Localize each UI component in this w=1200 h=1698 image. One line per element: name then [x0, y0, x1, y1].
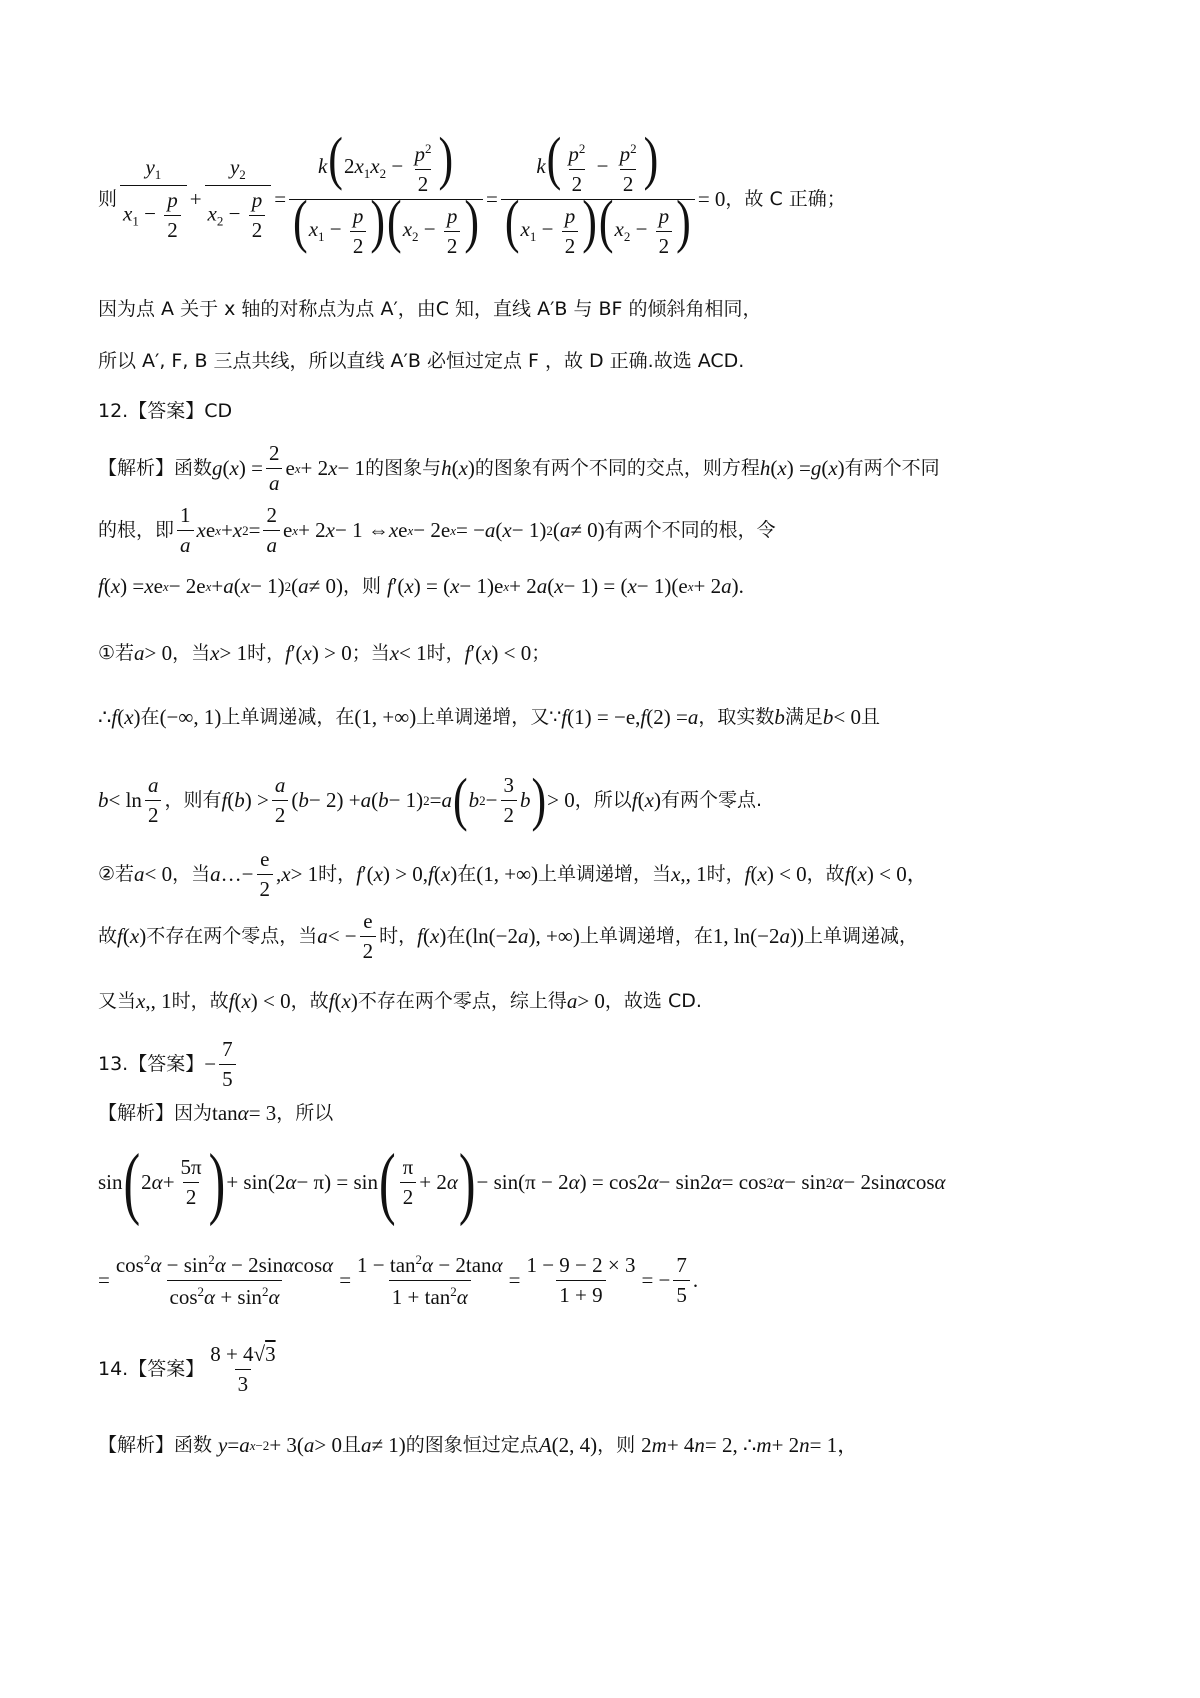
q12-line-3: f ( x ) = x e x − 2e x + a ( x − 1) 2 ( a ≠ 0) ，则 f ′( x ) = ( x − 1)e x + 2 a ( x − 1) = ( x − 1)(e x + 2 a ).: [98, 574, 744, 598]
text: 13.【答案】: [98, 1052, 205, 1075]
text: ，所以: [574, 788, 632, 811]
text: 上单调递增，在: [579, 924, 713, 947]
text: ；: [531, 642, 551, 664]
text: 14.【答案】: [98, 1357, 205, 1380]
text: 时，: [379, 924, 418, 947]
text: 且: [860, 706, 880, 728]
q13-line-1: 【解析】因为 tan α = 3 ，所以: [98, 1101, 334, 1125]
text: ，取实数: [698, 706, 775, 728]
text: 【解析】因为: [98, 1102, 213, 1124]
text: 【解析】函数: [98, 456, 213, 479]
text: ，则: [597, 1434, 636, 1456]
text: 的图象有两个不同的交点，则方程: [474, 456, 760, 479]
text-line-2: 因为点 A 关于 x 轴的对称点为点 A′，由C 知，直线 A′B 与 BF 的倾斜角相同，: [98, 298, 762, 320]
text: ①若: [98, 642, 135, 664]
text: ，所以: [276, 1102, 334, 1124]
text: 时，: [426, 642, 465, 664]
formula-line-1: 则 $y_1$ $x_1$ − $\frac{p}{2}$ + $y_2$ $x_2$ − $\frac{p}{2}$ = $k(2x_1x_2$ − $\frac{p^2}{2}$ ) ($x_1$ − $\frac{p}{2}$ )($x_2$ − $\frac{p}{2}$ ) = k( $\frac{p^2}{2}$ − $\frac{p^2}{2}$ ) ($x_1$ − $\frac{p}{2}$ )($x_2$ − $\frac{p}{2}$ ) = 0 ，故 C 正确；: [98, 125, 846, 258]
text: 时，: [247, 642, 286, 664]
text: 又当: [98, 990, 137, 1012]
text: 有两个不同: [844, 456, 940, 479]
text: 时，故: [171, 990, 229, 1012]
text: ②若: [98, 862, 135, 885]
text: ，故选 CD.: [604, 990, 702, 1012]
text: 上单调递减，在: [221, 706, 355, 728]
text: ，故 C 正确；: [725, 187, 846, 210]
text: 上单调递减，: [804, 924, 919, 947]
text: ，当: [172, 642, 211, 664]
fraction: $y_2$ $x_2$ − $\frac{p}{2}$: [205, 157, 272, 241]
text: 有两个零点.: [660, 788, 762, 811]
q12-case2-line-3: 又当 x ,, 1 时，故 f ( x ) < 0 ，故 f ( x ) 不存在两个零点，综上得 a > 0 ，故选 CD.: [98, 989, 702, 1013]
q13-line-2: sin ( 2 α + $\frac{5\pi}{2}$ ) + sin(2 α − π) = sin ( $\frac{\pi}{2}$ + 2 α ) − sin(π − 2 α ) = cos2 α − sin2 α = cos 2 α − sin 2 α − 2sin α cos α: [98, 1137, 946, 1227]
text: 不存在两个零点，当: [146, 924, 318, 947]
text: 时，: [318, 862, 357, 885]
text: 有两个不同的根，令: [604, 518, 776, 541]
q12-case2-line-1: ②若 a < 0 ，当 a …− $\frac{e}{2}$ , x > 1 时， f ′( x ) > 0, f ( x ) 在 (1, +∞) 上单调递增，当 x ,, 1 时， f ( x ) < 0 ，故 f ( x ) < 0，: [98, 846, 928, 901]
text: 不存在两个零点，综上得: [357, 990, 567, 1012]
answer-heading-13: 13.【答案】 − $\frac{7}{5}$: [98, 1036, 239, 1092]
fraction: k( $\frac{p^2}{2}$ − $\frac{p^2}{2}$ ) ($x_1$ − $\frac{p}{2}$ )($x_2$ − $\frac{p}{2}$ ): [501, 141, 695, 256]
text: 的图象与: [365, 456, 442, 479]
text: ，则: [342, 575, 381, 597]
text: 在: [140, 706, 160, 728]
text: 时，: [706, 862, 745, 885]
text: 上单调递增，又∵: [416, 706, 562, 728]
q12-case2-line-2: 故 f ( x ) 不存在两个零点，当 a < − $\frac{e}{2}$ 时， f ( x ) 在 (ln(−2 a ), +∞) 上单调递增，在 1, ln(−2 a )) 上单调递减，: [98, 908, 919, 963]
text: 满足: [784, 706, 823, 728]
text: 在: [446, 924, 466, 947]
q12-line-1: 【解析】函数 g ( x ) = $\frac{2}{a}$ e x + 2 x − 1 的图象与 h ( x ) 的图象有两个不同的交点，则方程 h ( x ) = g ( x ) 有两个不同: [98, 440, 940, 495]
text-line-3: 所以 A′, F, B 三点共线，所以直线 A′B 必恒过定点 F ，故 D 正确.故选 ACD.: [98, 350, 745, 372]
text: 【解析】函数: [98, 1434, 213, 1456]
q14-line-1: 【解析】函数 y = a x−2 + 3( a > 0 且 a ≠ 1) 的图象恒过定点 A (2, 4) ，则 2 m + 4 n = 2, ∴ m + 2 n = 1，: [98, 1433, 859, 1457]
text: 在: [457, 862, 477, 885]
text: 的根，即: [98, 518, 175, 541]
text: 则: [98, 187, 118, 210]
text: 的图象恒过定点: [405, 1434, 539, 1456]
answer-heading-12: 12.【答案】CD: [98, 400, 233, 422]
q12-case1-line-3: b < ln $\frac{a}{2}$ ，则有 f ( b ) > $\frac{a}{2}$ ( b − 2) + a ( b − 1) 2 = a ( b 2 − $\frac{3}{2}$ b ) > 0 ，所以 f ( x ) 有两个零点.: [98, 766, 762, 833]
text: ，则有: [164, 788, 222, 811]
text: ，故: [806, 862, 845, 885]
text: ，当: [172, 862, 211, 885]
fraction: $k(2x_1x_2$ − $\frac{p^2}{2}$ ) ($x_1$ − $\frac{p}{2}$ )($x_2$ − $\frac{p}{2}$ ): [289, 141, 483, 256]
answer-heading-14: 14.【答案】 $\frac{8 + 4√3}{3}$: [98, 1341, 276, 1396]
q13-line-3: = $\frac{\cos^2\alpha - \sin^2\alpha - 2\sin\alpha\cos\alpha}{\cos^2\alpha + \sin^2\alpha}$ = $\frac{1 - \tan^2\alpha - 2\tan\alpha}{1 + \tan^2\alpha}$ = $\frac{1 - 9 - 2 \times 3}{1 + 9}$ = − $\frac{7}{5}$ .: [98, 1251, 699, 1309]
text: 上单调递增，当: [538, 862, 672, 885]
fraction: $y_1$ $x_1$ − $\frac{p}{2}$: [120, 157, 187, 241]
text: 故: [98, 924, 118, 947]
q12-line-2: 的根，即 $\frac{1}{a}$ x e x + x 2 = $\frac{2}{a}$ e x + 2 x − 1 ⇔ x e x − 2e x = − a ( x − 1) 2 ( a ≠ 0) 有两个不同的根，令: [98, 502, 776, 557]
q12-case1-line-1: ①若 a > 0 ，当 x > 1 时， f ′( x ) > 0 ；当 x < 1 时， f ′( x ) < 0 ；: [98, 641, 551, 665]
text: ，故: [290, 990, 329, 1012]
text: ；当: [351, 642, 390, 664]
q12-case1-line-2: ∴ f ( x ) 在 (−∞, 1) 上单调递减，在 (1, +∞) 上单调递增，又∵ f (1) = −e, f (2) = a ，取实数 b 满足 b < 0 且: [98, 705, 880, 729]
